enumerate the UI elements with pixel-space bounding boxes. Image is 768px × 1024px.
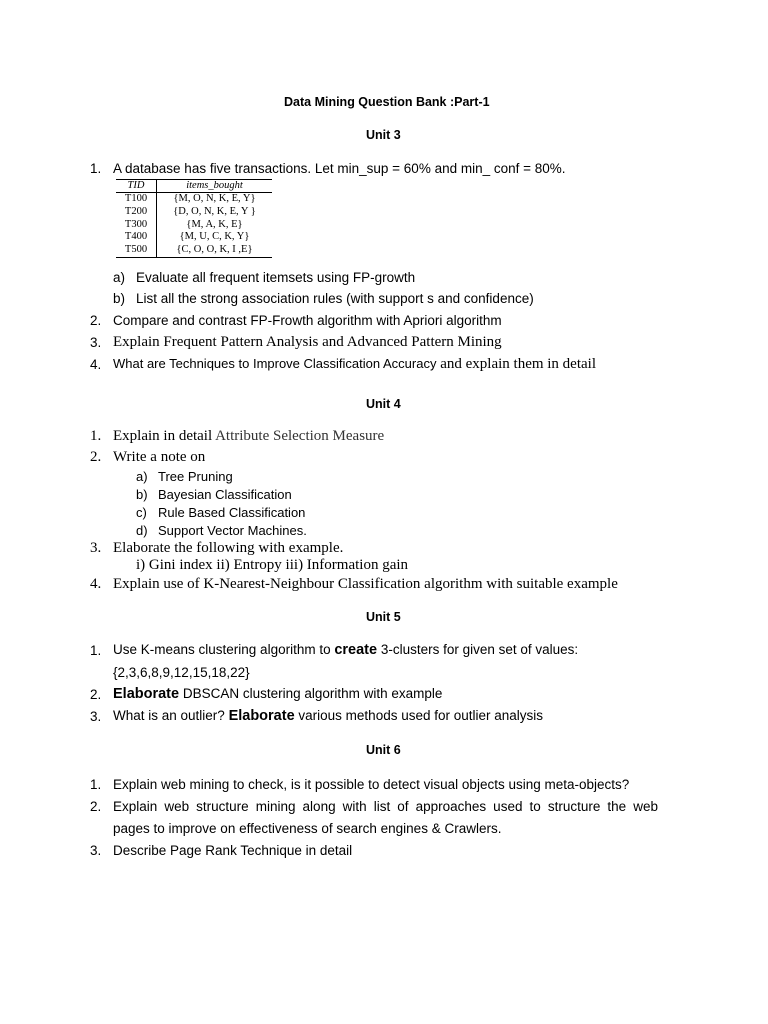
unit4-q2-d-letter: d) [136, 523, 148, 538]
unit4-q3-subtext: i) Gini index ii) Entropy iii) Information gain [136, 557, 409, 573]
unit3-q1-number: 1. [90, 161, 102, 176]
unit5-q2-number: 2. [90, 687, 102, 702]
unit4-q1-number: 1. [90, 428, 102, 444]
unit3-sub-a-letter: a) [113, 270, 126, 285]
unit6-q2-number: 2. [90, 799, 102, 814]
unit4-q2-c-letter: c) [136, 505, 147, 520]
table-cell-items: {M, A, K, E} [186, 218, 243, 230]
unit4-q1-text [113, 428, 384, 445]
unit5-q3-bold: Elaborate [228, 708, 295, 724]
transactions-table [116, 179, 272, 258]
table-row [116, 244, 272, 257]
unit4-q3-number: 3. [90, 540, 102, 556]
unit6-q2-line1: Explain web structure mining along with list of approaches used to structure the web [113, 799, 658, 814]
unit5-q1-values: {2,3,6,8,9,12,15,18,22} [113, 665, 250, 680]
unit4-q2-number: 2. [90, 449, 102, 465]
table-cell-tid: T500 [116, 244, 157, 257]
unit6-q2-line2: pages to improve on effectiveness of search engines & Crawlers. [113, 821, 502, 836]
table-row [116, 231, 272, 244]
unit3-q4-part-a: What are Techniques to Improve Classification Accuracy [113, 356, 437, 371]
unit5-q1-text [113, 642, 578, 658]
unit3-sub-b-text: List all the strong association rules (with support s and confidence) [136, 291, 534, 306]
unit3-q2-number: 2. [90, 313, 102, 328]
unit4-q2-b-letter: b) [136, 487, 148, 502]
table-row [116, 206, 272, 219]
table-cell-items: {C, O, O, K, I ,E} [176, 244, 253, 256]
unit5-q1-bold: create [334, 642, 378, 658]
unit3-q4-text [113, 355, 596, 373]
unit5-q3-text [113, 708, 543, 724]
unit3-q2-text: Compare and contrast FP-Frowth algorithm with Apriori algorithm [113, 313, 502, 328]
unit4-q1-part-b: Attribute Selection Measure [215, 428, 385, 444]
unit4-q2-a-letter: a) [136, 469, 148, 484]
table-cell-items: {M, O, N, K, E, Y} [173, 193, 256, 204]
table-cell-tid: T300 [116, 219, 157, 232]
unit5-q1-number: 1. [90, 643, 102, 658]
table-cell-tid: T100 [116, 193, 157, 206]
table-cell-tid: T200 [116, 206, 157, 219]
unit4-q2-b-text: Bayesian Classification [158, 487, 292, 502]
table-header-items: items_bought [157, 180, 273, 193]
table-header-tid: TID [116, 180, 157, 193]
unit3-sub-b-letter: b) [113, 291, 126, 306]
unit4-q4-number: 4. [90, 576, 102, 592]
unit4-q2-c-text: Rule Based Classification [158, 505, 306, 520]
unit3-heading: Unit 3 [366, 128, 401, 142]
unit5-q3-part-a: What is an outlier? [113, 708, 229, 723]
table-cell-items: {M, U, C, K, Y} [179, 231, 250, 243]
unit6-heading: Unit 6 [366, 743, 401, 757]
unit3-sub-a-text: Evaluate all frequent itemsets using FP-growth [136, 270, 416, 285]
unit5-q2-rest: DBSCAN clustering algorithm with example [179, 686, 443, 701]
table-row [116, 193, 272, 206]
unit5-q3-part-c: various methods used for outlier analysis [294, 708, 544, 723]
unit5-q2-bold: Elaborate [113, 686, 180, 702]
unit5-heading: Unit 5 [366, 610, 401, 624]
table-header-row [116, 180, 272, 193]
page-title: Data Mining Question Bank :Part-1 [284, 95, 490, 109]
unit4-heading: Unit 4 [366, 397, 401, 411]
table-cell-items: {D, O, N, K, E, Y } [173, 205, 256, 217]
unit5-q2-text [113, 686, 442, 702]
unit3-q4-part-b: and explain them in detail [436, 356, 597, 372]
unit6-q3-number: 3. [90, 843, 102, 858]
unit4-q2-a-text: Tree Pruning [158, 469, 233, 484]
unit4-q2-text: Write a note on [113, 449, 206, 465]
unit4-q2-d-text: Support Vector Machines. [158, 523, 307, 538]
unit3-q3-number: 3. [90, 335, 102, 350]
unit5-q1-part-c: 3-clusters for given set of values: [377, 642, 579, 657]
table-cell-tid: T400 [116, 231, 157, 244]
unit4-q3-text: Elaborate the following with example. [113, 540, 344, 556]
unit3-q3-text: Explain Frequent Pattern Analysis and Advanced Pattern Mining [113, 334, 502, 350]
unit5-q1-part-a: Use K-means clustering algorithm to [113, 642, 335, 657]
table-row [116, 219, 272, 232]
unit3-q4-number: 4. [90, 357, 102, 372]
unit4-q4-text: Explain use of K-Nearest-Neighbour Classification algorithm with suitable example [113, 576, 618, 592]
unit4-q1-part-a: Explain in detail [113, 428, 216, 444]
unit6-q1-text: Explain web mining to check, is it possible to detect visual objects using meta-objects? [113, 777, 630, 792]
unit3-q1-text: A database has five transactions. Let min_sup = 60% and min_ conf = 80%. [113, 161, 566, 176]
unit6-q1-number: 1. [90, 777, 102, 792]
unit5-q3-number: 3. [90, 709, 102, 724]
unit6-q3-text: Describe Page Rank Technique in detail [113, 843, 353, 858]
